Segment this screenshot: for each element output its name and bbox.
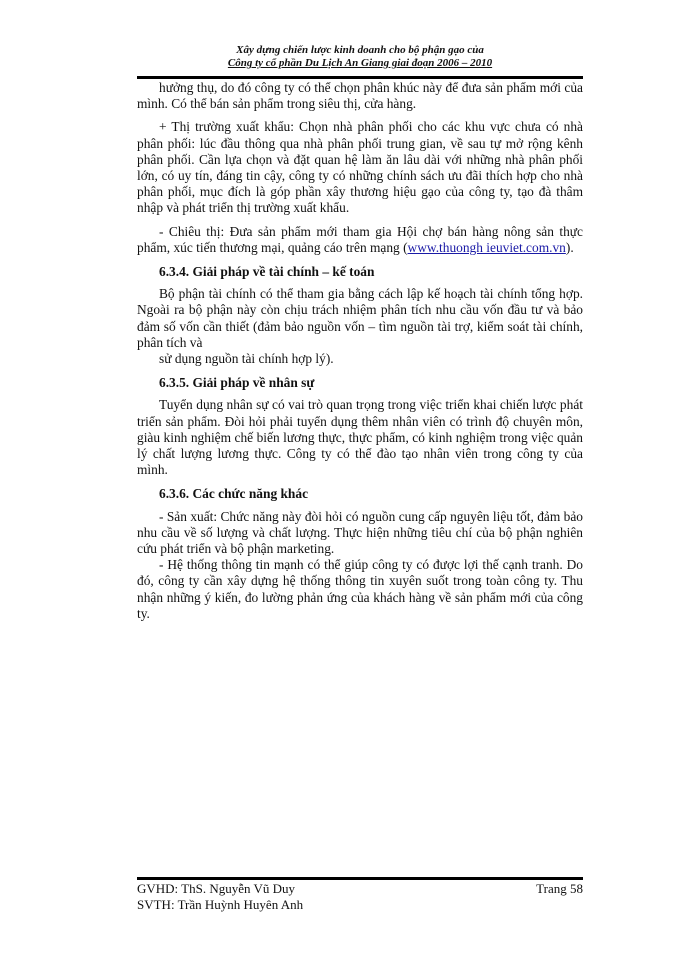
- paragraph-production: - Sản xuất: Chức năng này đòi hỏi có nguồn cung cấp nguyên liệu tốt, đảm bảo nhu cầu về số lượng và chất lượng. Thực hiện những tiêu chí của bộ phận nghiên cứu phát triển và bộ phận marketing.: [137, 508, 583, 557]
- footer-advisor: GVHD: ThS. Nguyễn Vũ Duy: [137, 881, 296, 896]
- paragraph-domestic-market-tail: hưởng thụ, do đó công ty có thể chọn phân khúc này để đưa sản phẩm mới của mình. Có thể bán sản phẩm trong siêu thị, cửa hàng.: [137, 80, 583, 112]
- footer-divider: [137, 877, 583, 880]
- promotion-text-end: ).: [565, 239, 574, 255]
- section-heading-hr: 6.3.5. Giải pháp về nhân sự: [159, 375, 315, 391]
- section-heading-finance: 6.3.4. Giải pháp về tài chính – kế toán: [159, 264, 375, 280]
- header-divider: [137, 76, 583, 79]
- website-link[interactable]: www.thuongh ieuviet.com.vn: [407, 239, 566, 255]
- footer-student: SVTH: Trần Huỳnh Huyên Anh: [137, 897, 304, 912]
- paragraph-finance: Bộ phận tài chính có thể tham gia bằng cách lập kế hoạch tài chính tổng hợp. Ngoài ra bộ phận này còn chịu trách nhiệm phân tích nhu cầu vốn đầu tư và bảo đảm số vốn cần thiết (đảm bảo nguồn vốn – tìm nguồn tài trợ, kiểm soát tài chính, phân tích và: [137, 286, 583, 350]
- paragraph-information-system: - Hệ thống thông tin mạnh có thể giúp công ty có được lợi thế cạnh tranh. Do đó, công ty cần xây dựng hệ thống thông tin xuyên suốt trong toàn công ty. Thu nhận những ý kiến, đo lường phản ứng của khách hàng về sản phẩm mới của công ty.: [137, 557, 583, 621]
- section-heading-other-functions: 6.3.6. Các chức năng khác: [159, 486, 309, 502]
- paragraph-export-market: + Thị trường xuất khẩu: Chọn nhà phân phối cho các khu vực chưa có nhà phân phối: lúc đầu thông qua nhà phân phối trung gian, về sau tự mở rộng kênh phân phối. Cần lựa chọn và đặt quan hệ làm ăn lâu dài với những nhà phân phối lớn, có uy tín, đáng tin cậy, công ty có những chính sách ưu đãi thích hợp cho nhà phân phối, mục đích là góp phần xây thương hiệu gạo của công ty, tạo đà thâm nhập và phát triển thị trường xuất khẩu.: [137, 119, 583, 216]
- header-title-line1: Xây dựng chiến lược kinh doanh cho bộ phận gạo của: [236, 44, 484, 56]
- header-title-line2: Công ty cổ phần Du Lịch An Giang giai đoạn 2006 – 2010: [227, 57, 493, 69]
- paragraph-finance-end: sử dụng nguồn tài chính hợp lý).: [159, 351, 334, 367]
- page-body: [137, 80, 583, 622]
- promotion-text: - Chiêu thị: Đưa sản phẩm mới tham gia Hội chợ bán hàng nông sản thực phẩm, xúc tiến thương mại, quảng cáo trên mạng (: [137, 223, 583, 255]
- paragraph-hr: Tuyển dụng nhân sự có vai trò quan trọng trong việc triển khai chiến lược phát triển sản phẩm. Đòi hỏi phải tuyển dụng thêm nhân viên có trình độ chuyên môn, giàu kinh nghiệm chế biến lương thực, thực phẩm, có kinh nghiệm trong việc quản lý chất lượng lương thực. Công ty có thể đào tạo nhân viên trong công ty của mình.: [137, 397, 583, 478]
- page-header: [137, 44, 583, 70]
- page-number: Trang 58: [536, 881, 583, 896]
- paragraph-promotion: [137, 224, 583, 256]
- page-footer: [137, 881, 583, 913]
